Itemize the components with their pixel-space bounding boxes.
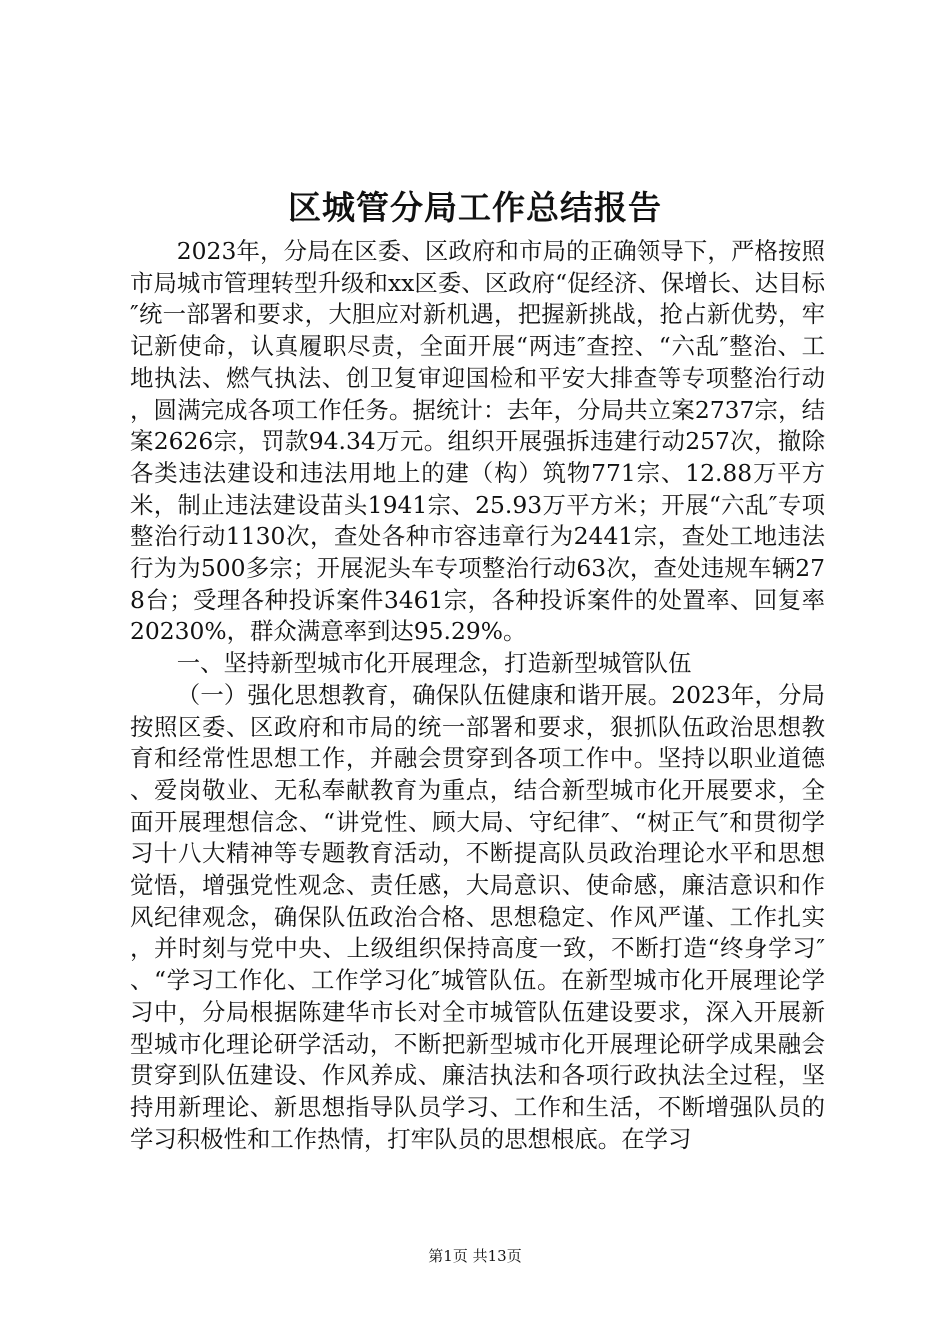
paragraph-ideology: （一）强化思想教育，确保队伍健康和谐开展。2023年，分局按照区委、区政府和市局的统一部署和要求，狠抓队伍政治思想教育和经常性思想工作，并融会贯穿到各项工作中。坚持以职业道德、爱岗敬业、无私奉献教育为重点，结合新型城市化开展要求，全面开展理想信念、“讲党性、顾大局、守纪律″、“树正气″和贯彻学习十八大精神等专题教育活动，不断提高队员政治理论水平和思想觉悟，增强党性观念、责任感，大局意识、使命感，廉洁意识和作风纪律观念，确保队伍政治合格、思想稳定、作风严谨、工作扎实，并时刻与党中央、上级组织保持高度一致，不断打造“终身学习″、“学习工作化、工作学习化″城管队伍。在新型城市化开展理论学习中，分局根据陈建华市长对全市城管队伍建设要求，深入开展新型城市化理论研学活动，不断把新型城市化开展理论研学成果融会贯穿到队伍建设、作风养成、廉洁执法和各项行政执法全过程，坚持用新理论、新思想指导队员学习、工作和生活，不断增强队员的学习积极性和工作热情，打牢队员的思想根底。在学习 — [130, 680, 825, 1153]
section-heading: 一、坚持新型城市化开展理念，打造新型城管队伍 — [176, 649, 692, 678]
document-body — [130, 236, 825, 1155]
page-title: 区城管分局工作总结报告 — [288, 188, 662, 227]
paragraph-summary: 2023年，分局在区委、区政府和市局的正确领导下，严格按照市局城市管理转型升级和xx区委、区政府“促经济、保增长、达目标″统一部署和要求，大胆应对新机遇，把握新挑战，抢占新优势，牢记新使命，认真履职尽责，全面开展“两违″查控、“六乱″整治、工地执法、燃气执法、创卫复审迎国检和平安大排查等专项整治行动，圆满完成各项工作任务。据统计：去年，分局共立案2737宗，结案2626宗，罚款94.34万元。组织开展强拆违建行动257次，撤除各类违法建设和违法用地上的建（构）筑物771宗、12.88万平方米，制止违法建设苗头1941宗、25.93万平方米；开展“六乱″专项整治行动1130次，查处各种市容违章行为2441宗，查处工地违法行为为500多宗；开展泥头车专项整治行动63次，查处违规车辆278台；受理各种投诉案件3461宗，各种投诉案件的处置率、回复率20230%，群众满意率到达95.29%。 — [130, 237, 825, 646]
page-footer: 第1页 共13页 — [428, 1247, 522, 1265]
